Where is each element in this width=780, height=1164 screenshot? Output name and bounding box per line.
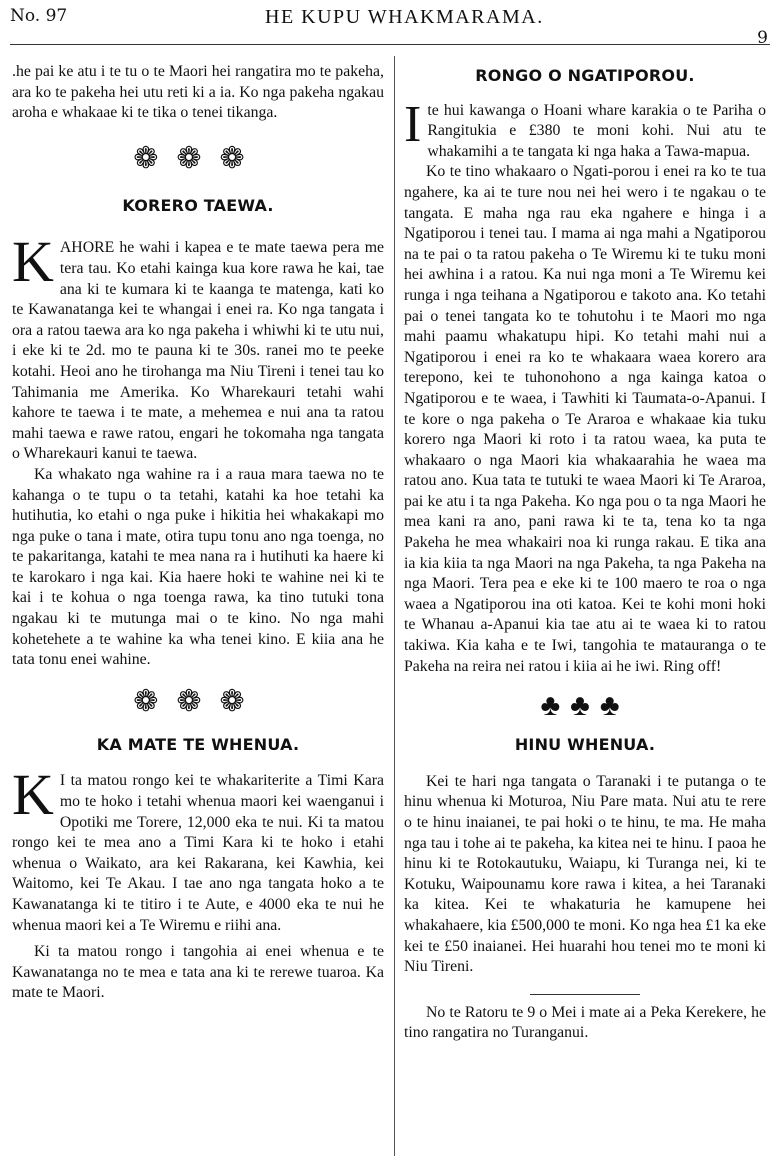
korero-dropcap: K (12, 229, 54, 295)
rongo-paragraph-2: Ko te tino whakaaro o Ngati-porou i enei ra ko te tua ngahere, ka ai te ture nou nei hei wero i te ngakau o te tangata. E maha nga rau eka ngahere e hinga i a Ngatiporou i tenei tau. I mama ai nga mahi a Ngatiporou na te pai o ta ratou pakeha o Te Wiremu ki te tuku moni hei awhina i a ratou. Ka nui nga moni a Te Wiremu kei runga i nga teihana a Ngatiporou e takoto ana. Ko tetahi pai o tenei tangata ko te tohutohu i te Maori mo nga mahi paamu whakatupu hipi. Ko tetahi mahi nui a Ngatiporou i enei ra ko te whakaara waea korero ara terepono, kei te tuhonohono a nga kainga katoa o Ngatiporou e te waea, i Tawhiti ki Taumata-o-Apanui. I te kore o nga pakeha o Te Araroa e whakaae kia tuku korero nga Maori ki roto i ta ratou waea, ka puta te whakaaro o nga Maori kia whakaarahia he waea ma ratou ano. Kua tata te tutuki te waea Maori ki Te Araroa, pai ke atu i ta nga Pakeha. Ko nga pou o ta nga Maori he mea kani ra ano, pani rawa ki te ta, tena ko ta nga Pakeha he mea whakairi noa ki runga rakau. E tika ana ia kia kiia ta nga Maori na nga Pakeha, ta nga Pakeha na nga Maori. Tera pea e eke ki te 100 maero te roa o nga waea a Ngatiporou ina oti katoa. Kei te kohi moni hoki te Whanau a-Apanui kia tae atu ai te waea ki to ratou takiwa. Kia kaha e te Iwi, tangohia te matauranga o te Pakeha na reira nei ratou i kiia ai he iwi. Ring off! (404, 163, 766, 675)
hinu-whenua-title: HINU WHENUA. (514, 735, 656, 755)
flower-ornament: ❁❁❁ (133, 141, 263, 175)
rongo-paragraph-1 (404, 95, 766, 163)
page-header (10, 0, 770, 48)
ka-mate-paragraph-2: Ki ta matou rongo i tangohia ai enei whenua e te Kawanatanga no te mea e tata ana ki te rerewe tuaroa. Ka mate te Maori. (12, 943, 384, 1002)
issue-number: No. 97 (10, 6, 68, 26)
rongo-p1-text: te hui kawanga o Hoani whare karakia o te Pariha o Rangitukia e £380 te moni kohi. Nui atu te whakamihi a te tangata ki nga haka a Tawa-mapua. (427, 101, 766, 160)
page-number: 9 (757, 28, 768, 48)
mate-dropcap: K (12, 762, 54, 828)
right-column (404, 66, 766, 1044)
ka-mate-te-whenua-title: KA MATE TE WHENUA. (96, 734, 300, 754)
rongo-dropcap: I (404, 95, 422, 153)
korero-p1-text: AHORE he wahi i kapea e te mate taewa pera me tera tau. Ko etahi kainga kua kore rawa he kai, tae ana ki te kumara ki te kaanga te matenga, kati ko te Kawanatanga kei te whangai i enei ra. Ko nga tangata i ora a ratou taewa ara ko nga pakeha i whiwhi ki te utu nui, i eke ki te 2d. mo te pauna ki te 30s. ranei mo te peeke kotahi. Heoi ano he tirohanga ma Niu Tireni i tenei tau ko Tahimania me Amerika. Ko Wharekauri tetahi wahi kahore te taewa i te mate, a mehemea e nui ana ta ratou mahi taewa e rawe ratou, engari he tokomaha nga tangata o Wharekauri kanui te taewa. (12, 239, 384, 463)
left-column (12, 62, 384, 1004)
rongo-o-ngatiporou-title: RONGO O NGATIPOROU. (475, 66, 695, 85)
clubs-ornament: ♣♣♣ (540, 689, 630, 723)
ka-mate-paragraph-1 (12, 762, 384, 936)
mate-p1-text: I ta matou rongo kei te whakariterite a Timi Kara mo te hoko i tetahi whenua maori kei waenganui i Opotiki me Torere, 12,000 eka te nui. Ki ta matou rongo kei te mea ano a Timi Kara ki te hoko i etahi whenua o Waikato, ara kei Rakarana, kei Kawhia, kei Waitomo, kei Te Akau. I tae ano nga tangata hoko a te Kawanatanga ki te titiro i te Aute, e 4000 eka te nui he whenua maori kei a Te Wiremu e riihi ana. (12, 772, 384, 934)
column-divider (394, 56, 395, 1156)
korero-taewa-paragraph-2: Ka whakato nga wahine ra i a raua mara taewa no te kahanga o te tupu o ta tetahi, katahi ka hoe tetahi ka hutihutia, ko etahi o nga puke i hikitia hei whakakapi mo nga puke o tana i mate, otira tupu tonu ano nga toenga, no te pakaritanga, katahi te mea nana ra i hutihuti ka haere ki te karokaro i nga kai. Kia haere hoki te wahine nei ki te kai i te kohua o nga toenga rawa, ka tino tutuki tona ngakau ki te mutunga mai o te kino. No nga mahi kohetehete a te wahine ka wha tenei kino. E kiia ana he tata tonu enei wahine. (12, 465, 384, 669)
continued-paragraph: .he pai ke atu i te tu o te Maori hei rangatira mo te pakeha, ara ko te pakeha hei utu reti ki a ia. Ko nga pakeha ngakau aroha e whakaae ki te tika o tenei tikanga. (12, 63, 384, 122)
masthead-title: HE KUPU WHAKMARAMA. (265, 6, 544, 28)
korero-taewa-title: KORERO TAEWA. (122, 195, 274, 215)
flower-ornament-2: ❁❁❁ (133, 684, 263, 718)
hinu-whenua-paragraph: Kei te hari nga tangata o Taranaki i te putanga o te hinu whenua ki Moturoa, Niu Pare mata. Nui atu te rere o te hinu inaianei, te pai hoki o te hinu, te ma. He maha nga tau i tohe ai te pakeha, ka kitea nei te hinu. I paoa he hinu ki te Rotokautuku, Waiapu, ki Turanga nei, ki te Kotuku, Waipounamu kore rawa i kitea, a hei Taranaki ka kitea. Kei te whakaturia he kamupene hei whakahaere, kia £500,000 te moni. Ko nga hea £1 ka eke kei te £50 inaianei. Hei huarahi hou tenei mo te moni ki Niu Tireni. (404, 772, 766, 976)
korero-taewa-paragraph-1 (12, 229, 384, 465)
header-rule (10, 44, 770, 45)
section-rule (530, 994, 640, 995)
death-notice: No te Ratoru te 9 o Mei i mate ai a Peka Kerekere, he tino rangatira no Turanganui. (404, 1003, 766, 1042)
